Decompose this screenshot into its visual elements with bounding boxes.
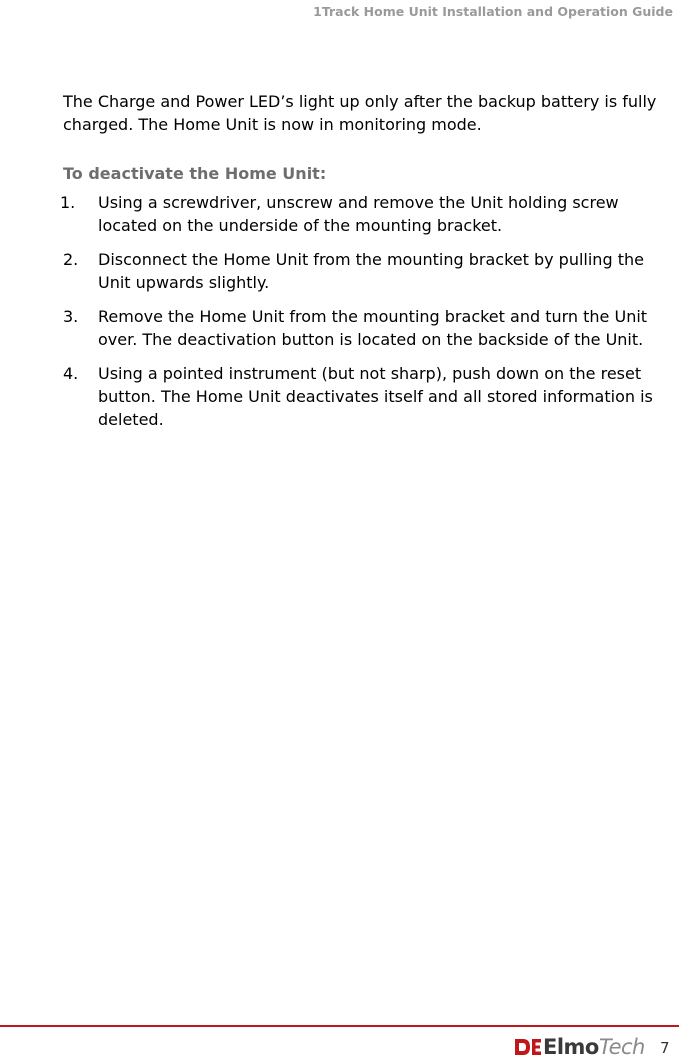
step-text: Using a pointed instrument (but not sharp), push down on the reset button. The Home Unit deactivates itself and all stored information is deleted. <box>98 364 653 429</box>
step-number: 3. <box>63 307 79 326</box>
step-number: 4. <box>63 364 79 383</box>
step-text: Disconnect the Home Unit from the mounting bracket by pulling the Unit upwards slightly. <box>98 250 644 292</box>
list-item <box>63 248 668 294</box>
logo-mark-icon <box>513 1036 543 1058</box>
section-heading: To deactivate the Home Unit: <box>63 164 327 183</box>
running-header-title: 1Track Home Unit Installation and Operation Guide <box>313 4 673 19</box>
footer-divider <box>0 1025 679 1027</box>
page-number: 7 <box>660 1039 670 1057</box>
logo-text-tech: Tech <box>598 1035 645 1059</box>
page-content <box>60 90 668 442</box>
steps-list <box>60 191 668 431</box>
company-logo <box>513 1034 645 1060</box>
step-number: 1. <box>60 193 76 212</box>
list-item <box>63 362 668 431</box>
intro-paragraph: The Charge and Power LED’s light up only after the backup battery is fully charged. The Home Unit is now in monitoring mode. <box>63 92 657 134</box>
step-text: Using a screwdriver, unscrew and remove the Unit holding screw located on the underside of the mounting bracket. <box>98 193 619 235</box>
step-number: 2. <box>63 250 79 269</box>
logo-text-elmo: Elmo <box>543 1035 599 1059</box>
list-item <box>60 191 668 237</box>
step-text: Remove the Home Unit from the mounting bracket and turn the Unit over. The deactivation button is located on the backside of the Unit. <box>98 307 648 349</box>
list-item <box>63 305 668 351</box>
